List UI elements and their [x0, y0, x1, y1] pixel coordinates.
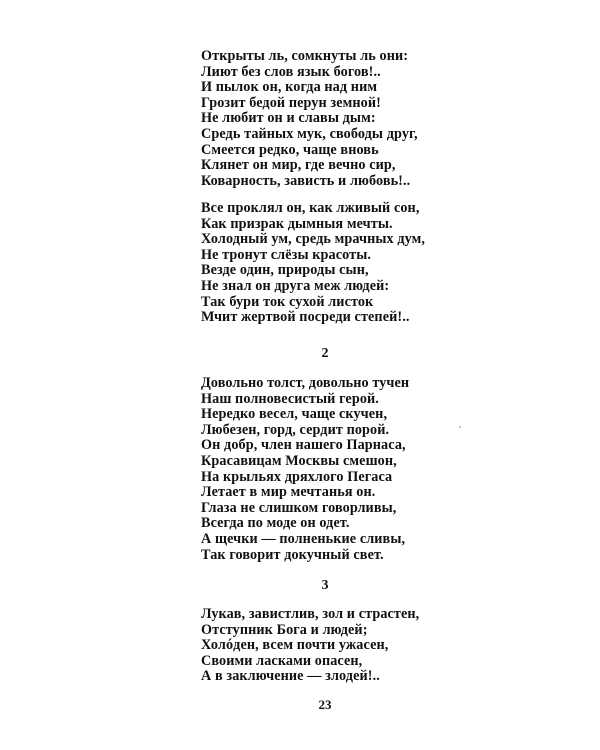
verse-line: Мчит жертвой посреди степей!..: [201, 309, 410, 326]
section-number-3: 3: [321, 578, 329, 593]
stanza-3: [201, 376, 409, 563]
print-speck: [459, 426, 461, 428]
verse-line: Любезен, горд, сердит порой.: [201, 421, 390, 438]
verse-line: На крыльях дряхлого Пегаса: [201, 468, 393, 485]
verse-line: Отступник Бога и людей;: [201, 621, 368, 638]
verse-line: Всегда по моде он одет.: [201, 515, 350, 532]
verse-line: Смеется редко, чаще вновь: [201, 141, 379, 158]
verse-line: Холодный ум, средь мрачных дум,: [201, 231, 426, 248]
verse-line: Как призрак дымныя мечты.: [201, 215, 393, 232]
verse-line: Лиют без слов язык богов!..: [201, 63, 381, 80]
verse-line: Открыты ль, сомкнуты ль они:: [201, 48, 409, 64]
verse-line: Коварность, зависть и любовь!..: [201, 172, 411, 189]
verse-line: Лукав, завистлив, зол и страстен,: [201, 606, 420, 622]
verse-line: Летает в мир мечтанья он.: [201, 484, 376, 501]
stanza-2: [201, 201, 425, 326]
verse-line: Не любит он и славы дым:: [201, 110, 376, 127]
verse-line: Так говорит докучный свет.: [201, 546, 384, 563]
verse-line: А щечки — полненькие сливы,: [201, 530, 406, 547]
verse-line: Не знал он друга меж людей:: [201, 277, 390, 294]
stanza-4: [201, 607, 419, 685]
stanza-1: [201, 49, 418, 189]
verse-line: Везде один, природы сын,: [201, 262, 369, 279]
verse-line: Красавицам Москвы смешон,: [201, 452, 397, 469]
verse-line: Наш полновесистый герой.: [201, 390, 379, 407]
verse-line: Клянет он мир, где вечно сир,: [201, 157, 396, 174]
page-number: 23: [318, 697, 332, 712]
verse-line: Нередко весел, чаще скучен,: [201, 406, 388, 423]
verse-line: Он добр, член нашего Парнаса,: [201, 437, 406, 454]
verse-line: А в заключение — злодей!..: [201, 668, 380, 685]
verse-line: И пылок он, когда над ним: [201, 79, 378, 96]
section-number-2: 2: [321, 346, 329, 361]
verse-line: Грозит бедой перун земной!: [201, 94, 381, 111]
verse-line: Все проклял он, как лживый сон,: [201, 200, 420, 216]
verse-line: Холóден, всем почти ужасен,: [201, 637, 389, 654]
verse-line: Своими ласками опасен,: [201, 652, 363, 669]
verse-line: Так бури ток сухой листок: [201, 293, 374, 310]
verse-line: Глаза не слишком говорливы,: [201, 499, 397, 516]
verse-line: Довольно толст, довольно тучен: [201, 375, 410, 391]
verse-line: Средь тайных мук, свободы друг,: [201, 125, 418, 142]
verse-line: Не тронут слёзы красоты.: [201, 246, 372, 263]
